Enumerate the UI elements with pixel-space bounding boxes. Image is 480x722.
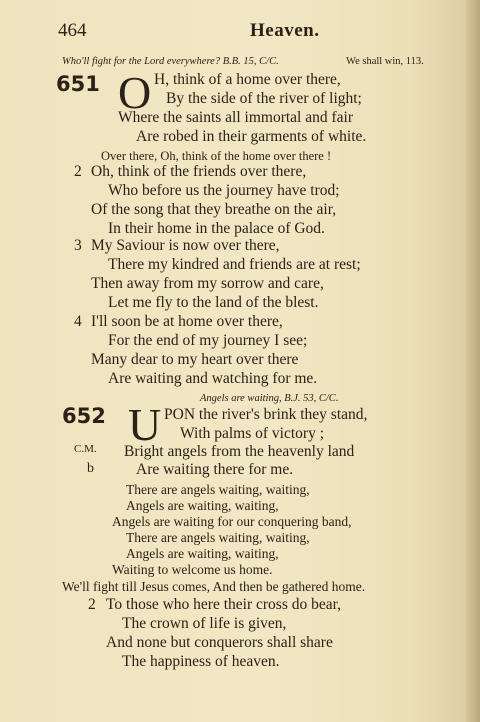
hymn-651-v3-line2: There my kindred and friends are at rest; <box>108 256 361 273</box>
hymn-652-meter: C.M. <box>74 443 97 455</box>
hymn-651-v3-number: 3 <box>74 237 82 254</box>
hymn-652-chorus-line6: Waiting to welcome us home. <box>112 562 273 577</box>
hymn-652-key: b <box>87 461 94 476</box>
hymn-652-v2-number: 2 <box>88 596 96 613</box>
hymn-651-v3-line1: My Saviour is now over there, <box>91 237 280 254</box>
hymn-651-v2-line3: Of the song that they breathe on the air, <box>91 201 337 218</box>
hymn-651-tune: Who'll fight for the Lord everywhere? B.B. 15, C/C. <box>62 56 279 67</box>
hymn-652-v1-line4: Are waiting there for me. <box>136 461 294 478</box>
hymn-651-v2-line1: Oh, think of the friends over there, <box>91 163 307 180</box>
page-number: 464 <box>58 20 87 41</box>
hymn-652-v1-line3: Bright angels from the heavenly land <box>124 443 355 460</box>
hymn-651-v1-line2: By the side of the river of light; <box>166 90 362 107</box>
hymn-651-v1-line3: Where the saints all immortal and fair <box>118 109 353 126</box>
page-title: Heaven. <box>250 20 320 41</box>
hymn-651-v2-number: 2 <box>74 163 82 180</box>
hymn-652-number: 652 <box>62 404 106 428</box>
hymn-651-dropcap: O <box>118 67 152 118</box>
page-edge-shadow <box>466 0 480 722</box>
hymn-651-v4-line3: Many dear to my heart over there <box>91 351 299 368</box>
hymn-651-refrain: Over there, Oh, think of the home over there ! <box>101 149 332 163</box>
hymn-652-v1-line1: PON the river's brink they stand, <box>164 406 368 423</box>
hymn-651-alt-tune: We shall win, 113. <box>346 56 424 67</box>
hymn-652-dropcap: U <box>128 399 162 450</box>
hymn-652-v2-line1: To those who here their cross do bear, <box>106 596 342 613</box>
hymn-651-number: 651 <box>56 72 100 96</box>
hymn-652-v2-line3: And none but conquerors shall share <box>106 634 333 651</box>
hymn-652-chorus-end: We'll fight till Jesus comes, And then be gathered home. <box>62 579 366 594</box>
hymn-651-v2-line2: Who before us the journey have trod; <box>108 182 340 199</box>
hymn-652-chorus-line2: Angels are waiting, waiting, <box>126 498 279 513</box>
hymn-651-v4-line2: For the end of my journey I see; <box>108 332 308 349</box>
hymn-651-v1-line1: H, think of a home over there, <box>154 71 341 88</box>
hymn-652-v2-line4: The happiness of heaven. <box>122 653 280 670</box>
hymn-652-chorus-line5: Angels are waiting, waiting, <box>126 546 279 561</box>
hymn-651-v4-line1: I'll soon be at home over there, <box>91 313 283 330</box>
hymn-652-chorus-line4: There are angels waiting, waiting, <box>126 530 310 545</box>
hymn-651-v3-line4: Let me fly to the land of the blest. <box>108 294 319 311</box>
hymn-651-v4-line4: Are waiting and watching for me. <box>108 370 318 387</box>
hymn-651-v1-line4: Are robed in their garments of white. <box>136 128 367 145</box>
hymn-652-tune: Angels are waiting, B.J. 53, C/C. <box>200 393 339 404</box>
hymn-651-v4-number: 4 <box>74 313 82 330</box>
hymn-652-chorus-line1: There are angels waiting, waiting, <box>126 482 310 497</box>
hymn-652-chorus-line3: Angels are waiting for our conquering band, <box>112 514 352 529</box>
hymn-652-v2-line2: The crown of life is given, <box>122 615 287 632</box>
hymn-652-v1-line2: With palms of victory ; <box>180 425 325 442</box>
hymn-651-v2-line4: In their home in the palace of God. <box>108 220 325 237</box>
hymn-651-v3-line3: Then away from my sorrow and care, <box>91 275 324 292</box>
